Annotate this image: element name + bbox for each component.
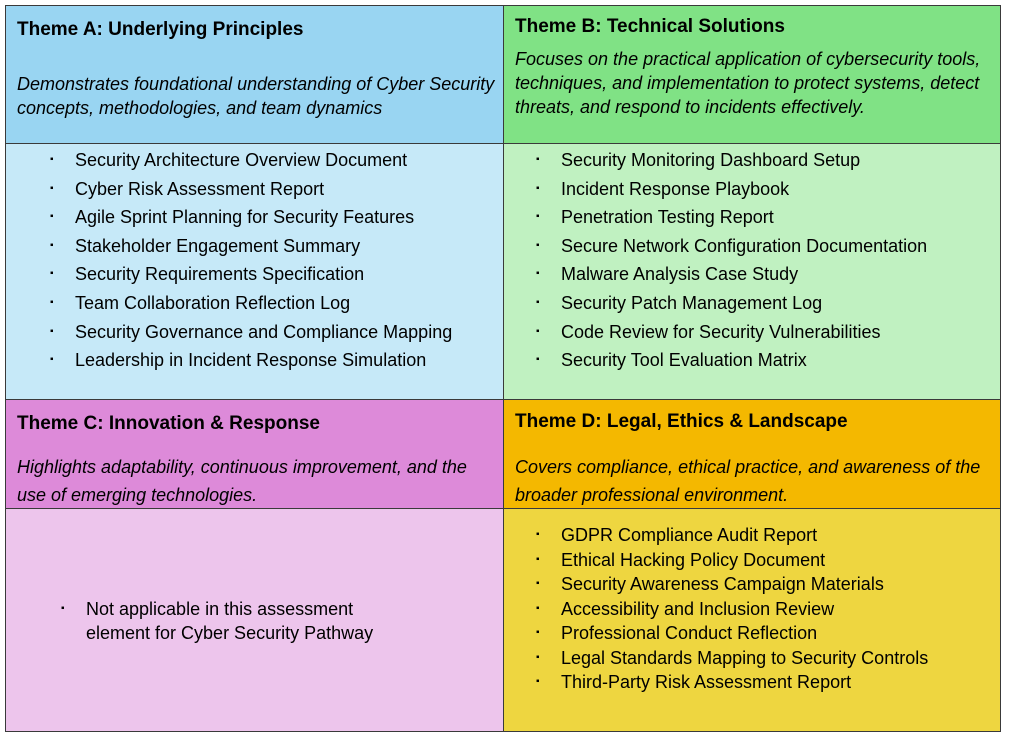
list-item: ▪ Ethical Hacking Policy Document bbox=[519, 548, 997, 573]
bullet-icon: ▪ bbox=[536, 602, 540, 614]
bullet-icon: ▪ bbox=[50, 182, 54, 194]
list-item: ▪ Cyber Risk Assessment Report bbox=[33, 175, 503, 204]
theme-c-description: Highlights adaptability, continuous improvement, and the use of emerging technologies. bbox=[17, 457, 467, 505]
bullet-icon: ▪ bbox=[536, 578, 540, 589]
list-item: ▪ Stakeholder Engagement Summary bbox=[33, 232, 503, 261]
list-item: ▪ Security Architecture Overview Document bbox=[33, 146, 503, 175]
theme-a-title: Theme A: Underlying Principles bbox=[17, 19, 304, 40]
list-item: ▪ Team Collaboration Reflection Log bbox=[33, 289, 503, 318]
theme-d-items-cell bbox=[503, 508, 1001, 732]
theme-b-items-cell bbox=[503, 143, 1001, 400]
bullet-icon: ▪ bbox=[50, 325, 54, 337]
theme-c-header bbox=[5, 399, 504, 509]
list-item: ▪ Agile Sprint Planning for Security Features bbox=[33, 203, 503, 232]
bullet-icon: ▪ bbox=[50, 211, 54, 223]
bullet-icon: ▪ bbox=[536, 154, 540, 165]
theme-b-description: Focuses on the practical application of cybersecurity tools, techniques, and implementation to protect systems, detect threats, and respond to incidents effectively. bbox=[515, 49, 981, 117]
list-item: ▪ Security Requirements Specification bbox=[33, 260, 503, 289]
theme-d-title: Theme D: Legal, Ethics & Landscape bbox=[515, 411, 848, 432]
list-item: ▪ Not applicable in this assessment element for Cyber Security Pathway bbox=[61, 599, 374, 643]
list-item: ▪ Security Patch Management Log bbox=[519, 289, 997, 318]
theme-d-description: Covers compliance, ethical practice, and awareness of the broader professional environment. bbox=[515, 457, 981, 505]
theme-c-title: Theme C: Innovation & Response bbox=[17, 413, 320, 434]
bullet-icon: ▪ bbox=[536, 239, 540, 251]
list-item: ▪ Professional Conduct Reflection bbox=[519, 621, 997, 646]
bullet-icon: ▪ bbox=[50, 154, 54, 165]
theme-c-items-cell bbox=[5, 508, 504, 732]
theme-d-item-list bbox=[519, 523, 997, 695]
list-item: ▪ Security Governance and Compliance Mapping bbox=[33, 318, 503, 347]
list-item: ▪ Secure Network Configuration Documentation bbox=[519, 232, 997, 261]
theme-b-item-list bbox=[519, 146, 997, 375]
bullet-icon: ▪ bbox=[536, 553, 540, 565]
list-item: ▪ Incident Response Playbook bbox=[519, 175, 997, 204]
list-item: ▪ Third-Party Risk Assessment Report bbox=[519, 670, 997, 695]
theme-a-items-cell bbox=[5, 143, 504, 400]
bullet-icon: ▪ bbox=[61, 603, 65, 614]
bullet-icon: ▪ bbox=[50, 239, 54, 251]
bullet-icon: ▪ bbox=[536, 354, 540, 366]
list-item: ▪ Leadership in Incident Response Simulation bbox=[33, 346, 503, 375]
theme-b-header bbox=[503, 5, 1001, 144]
bullet-icon: ▪ bbox=[536, 676, 540, 687]
bullet-icon: ▪ bbox=[50, 354, 54, 366]
bullet-icon: ▪ bbox=[536, 325, 540, 337]
theme-a-description: Demonstrates foundational understanding of Cyber Security concepts, methodologies, and team dynamics bbox=[17, 74, 495, 118]
theme-b-title: Theme B: Technical Solutions bbox=[515, 16, 785, 37]
bullet-icon: ▪ bbox=[536, 182, 540, 194]
theme-a-item-list bbox=[33, 146, 503, 375]
theme-d-header bbox=[503, 399, 1001, 509]
list-item: ▪ GDPR Compliance Audit Report bbox=[519, 523, 997, 548]
list-item: ▪ Security Awareness Campaign Materials bbox=[519, 572, 997, 597]
list-item: ▪ Legal Standards Mapping to Security Controls bbox=[519, 646, 997, 671]
bullet-icon: ▪ bbox=[50, 268, 54, 280]
list-item: ▪ Penetration Testing Report bbox=[519, 203, 997, 232]
list-item: ▪ Malware Analysis Case Study bbox=[519, 260, 997, 289]
bullet-icon: ▪ bbox=[536, 211, 540, 223]
bullet-icon: ▪ bbox=[536, 296, 540, 308]
bullet-icon: ▪ bbox=[536, 651, 540, 663]
bullet-icon: ▪ bbox=[536, 627, 540, 638]
bullet-icon: ▪ bbox=[50, 296, 54, 308]
theme-a-header bbox=[5, 5, 504, 144]
list-item: ▪ Security Tool Evaluation Matrix bbox=[519, 346, 997, 375]
list-item: ▪ Accessibility and Inclusion Review bbox=[519, 597, 997, 622]
list-item: ▪ Security Monitoring Dashboard Setup bbox=[519, 146, 997, 175]
bullet-icon: ▪ bbox=[536, 529, 540, 540]
theme-c-item-list bbox=[44, 597, 374, 645]
bullet-icon: ▪ bbox=[536, 268, 540, 280]
list-item: ▪ Code Review for Security Vulnerabilities bbox=[519, 318, 997, 347]
